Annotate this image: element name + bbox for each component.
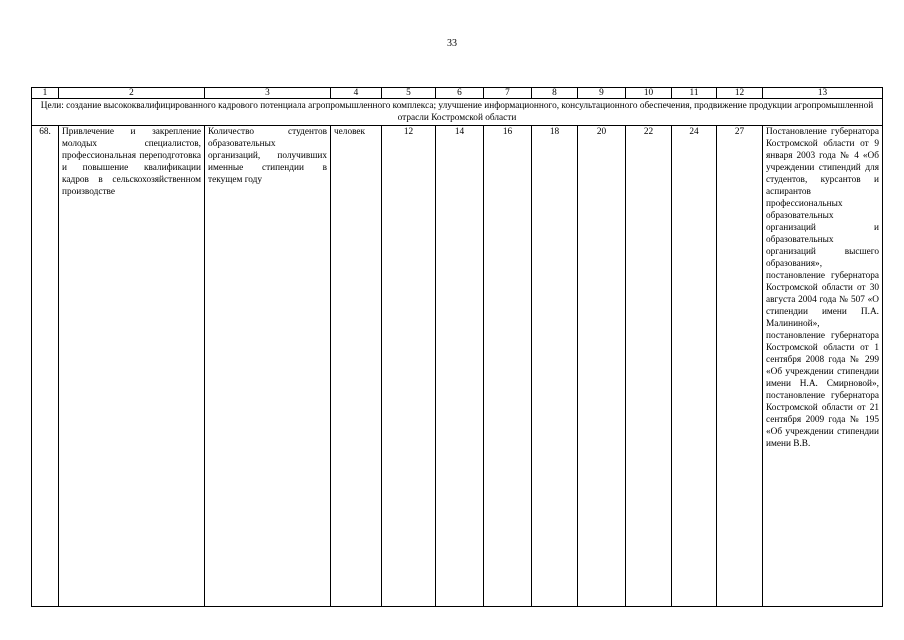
value-cell: 12: [382, 126, 436, 607]
column-number: 7: [484, 88, 532, 99]
legal-basis-cell: Постановление губернатора Костромской области от 9 января 2003 года № 4 «Об учреждении стипендий для студентов, курсантов и аспирантов профессиональных образовательных организаций и образовательных организаций высшего образования», постановление губернатора Костромской области от 30 августа 2004 года № 507 «О стипендии имени П.А. Малининой», постановление губернатора Костромской области от 1 сентября 2008 года № 299 «Об учреждении стипендии имени Н.А. Смирновой», постановление губернатора Костромской области от 21 сентября 2009 года № 195 «Об учреждении стипендии имени В.В.: [763, 126, 883, 607]
column-number: 8: [532, 88, 578, 99]
value-cell: 18: [532, 126, 578, 607]
goal-cell: [32, 99, 883, 126]
value-cell: 14: [436, 126, 484, 607]
indicators-table: [31, 87, 883, 607]
value-cell: 22: [626, 126, 672, 607]
measure-cell: Привлечение и закрепление молодых специалистов, профессиональная переподготовка и повышение квалификации кадров в сельскохозяйственном производстве: [59, 126, 205, 607]
value-cell: 24: [672, 126, 717, 607]
column-number: 10: [626, 88, 672, 99]
goal-row: [32, 99, 883, 126]
column-number: 5: [382, 88, 436, 99]
column-number: 9: [578, 88, 626, 99]
value-cell: 27: [717, 126, 763, 607]
page-number: 33: [447, 38, 457, 49]
goal-text: Цели: создание высококвалифицированного кадрового потенциала агропромышленного комплекса; улучшение информационного, консультационного обеспечения, продвижение продукции агропромышленной отрасли Костромской области: [40, 101, 874, 123]
indicator-cell: Количество студентов образовательных организаций, получивших именные стипендии в текущем году: [205, 126, 331, 607]
column-number: 6: [436, 88, 484, 99]
row-number: 68.: [32, 126, 59, 607]
column-number-row: [32, 88, 883, 99]
value-cell: 20: [578, 126, 626, 607]
value-cell: 16: [484, 126, 532, 607]
column-number: 1: [32, 88, 59, 99]
column-number: 2: [59, 88, 205, 99]
column-number: 12: [717, 88, 763, 99]
column-number: 13: [763, 88, 883, 99]
column-number: 11: [672, 88, 717, 99]
unit-cell: человек: [331, 126, 382, 607]
column-number: 4: [331, 88, 382, 99]
table-row: [32, 126, 883, 607]
column-number: 3: [205, 88, 331, 99]
